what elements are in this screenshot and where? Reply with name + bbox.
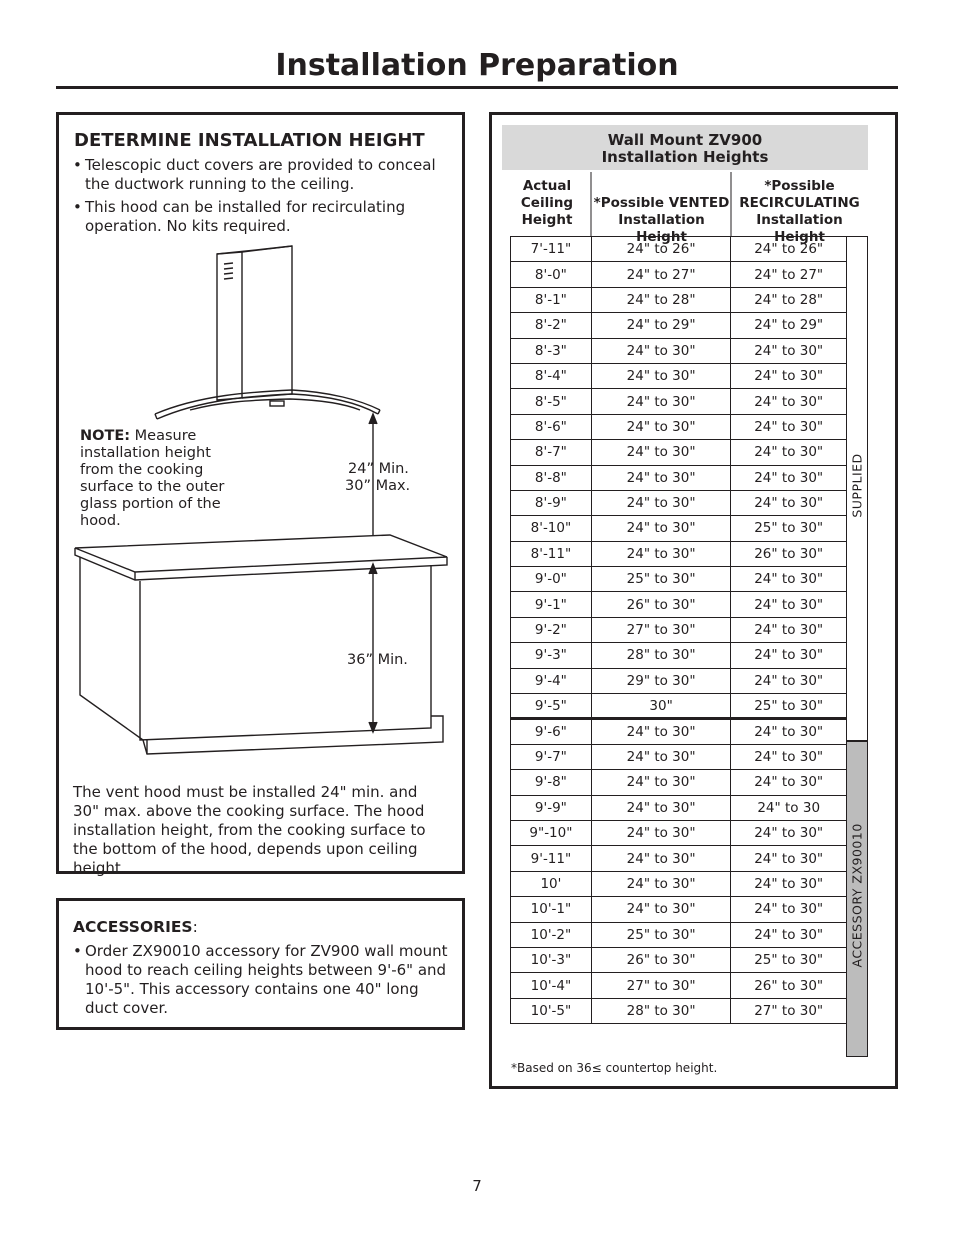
recirculating-height-cell: 24" to 30" [731,567,847,592]
bullet-text: Telescopic duct covers are provided to conceal the ductwork running to the ceiling. [85,156,436,193]
recirculating-height-cell: 24" to 30" [731,922,847,947]
ceiling-height-cell: 9'-0" [511,567,592,592]
recirculating-height-cell: 24" to 30" [731,744,847,769]
vented-height-cell: 28" to 30" [591,643,731,668]
ceiling-height-cell: 10' [511,871,592,896]
ceiling-height-cell: 9"-10" [511,820,592,845]
recirculating-height-cell: 26" to 30" [731,541,847,566]
table-row [511,465,847,490]
table-row [511,262,847,287]
table-row [511,516,847,541]
vented-height-cell: 24" to 26" [591,237,731,262]
ceiling-height-cell: 8'-0" [511,262,592,287]
ceiling-height-cell: 8'-5" [511,389,592,414]
vented-height-cell: 26" to 30" [591,947,731,972]
table-row [511,668,847,693]
table-body [511,237,847,1024]
vented-height-cell: 25" to 30" [591,922,731,947]
table-footnote: *Based on 36≤ countertop height. [511,1061,718,1075]
col-header-line: Height [521,212,573,228]
vented-height-cell: 24" to 29" [591,313,731,338]
vented-height-cell: 24" to 30" [591,744,731,769]
vented-height-cell: 24" to 30" [591,795,731,820]
ceiling-height-cell: 9'-2" [511,617,592,642]
table-row [511,592,847,617]
vented-height-cell: 24" to 30" [591,871,731,896]
table-row [511,287,847,312]
vented-height-cell: 29" to 30" [591,668,731,693]
ceiling-height-cell: 9'-3" [511,643,592,668]
ceiling-height-cell: 10'-4" [511,973,592,998]
ceiling-height-cell: 10'-1" [511,897,592,922]
dimension-label-max: 30” Max. [345,478,411,494]
table-row [511,541,847,566]
ceiling-height-cell: 8'-8" [511,465,592,490]
vented-height-cell: 25" to 30" [591,567,731,592]
recirculating-height-cell: 24" to 30" [731,668,847,693]
ceiling-height-cell: 8'-9" [511,490,592,515]
vented-height-cell: 27" to 30" [591,617,731,642]
table-row [511,846,847,871]
vented-height-cell: 24" to 30" [591,516,731,541]
col-header-line: Actual [522,178,572,194]
table-row [511,567,847,592]
bullet-item: • Telescopic duct covers are provided to conceal the ductwork running to the ceiling. [73,156,436,193]
note-block [80,428,230,530]
col-header-line: Ceiling [520,195,574,211]
vented-height-cell: 28" to 30" [591,998,731,1023]
dimension-label-counter: 36” Min. [347,652,408,668]
table-row [511,947,847,972]
ceiling-height-cell: 8'-4" [511,363,592,388]
recirculating-height-cell: 24" to 30" [731,338,847,363]
recirculating-height-cell: 25" to 30" [731,947,847,972]
table-row [511,897,847,922]
ceiling-height-cell: 8'-1" [511,287,592,312]
recirculating-height-cell: 26" to 30" [731,973,847,998]
title-divider [56,86,898,89]
table-row [511,795,847,820]
recirculating-height-cell: 24" to 30" [731,465,847,490]
ceiling-height-cell: 9'-7" [511,744,592,769]
vented-height-cell: 24" to 30" [591,414,731,439]
vented-height-cell: 24" to 28" [591,287,731,312]
vented-height-cell: 24" to 30" [591,719,731,744]
table-row [511,338,847,363]
table-row [511,389,847,414]
table-row [511,440,847,465]
recirculating-height-cell: 24" to 30" [731,363,847,388]
table-row [511,922,847,947]
installation-height-heading: DETERMINE INSTALLATION HEIGHT [74,130,425,151]
recirculating-height-cell: 24" to 30" [731,490,847,515]
vented-height-cell: 24" to 30" [591,338,731,363]
vented-height-cell: 24" to 30" [591,770,731,795]
recirculating-height-cell: 24" to 29" [731,313,847,338]
table-row [511,770,847,795]
page-number: 7 [472,1177,482,1195]
vented-height-cell: 24" to 30" [591,820,731,845]
installation-height-body: The vent hood must be installed 24" min. and 30" max. above the cooking surface. The hood installation height, from the cooking surface to the bottom of the hood, depends upon ceiling height. [73,783,426,877]
col-header-line: *Possible [764,178,835,194]
ceiling-height-cell: 9'-5" [511,694,592,719]
dimension-label-min: 24” Min. [348,461,409,477]
recirculating-height-cell: 24" to 27" [731,262,847,287]
recirculating-height-cell: 27" to 30" [731,998,847,1023]
recirculating-height-cell: 24" to 26" [731,237,847,262]
ceiling-height-cell: 8'-10" [511,516,592,541]
col-header-line: Installation Height [756,212,843,245]
table-row [511,871,847,896]
table-row [511,643,847,668]
ceiling-height-cell: 10'-2" [511,922,592,947]
table-row [511,998,847,1023]
accessories-heading: ACCESSORIES [73,918,193,936]
table-row [511,237,847,262]
vented-height-cell: 24" to 30" [591,389,731,414]
table-title-line1: Wall Mount ZV900 [607,131,763,149]
ceiling-height-cell: 9'-1" [511,592,592,617]
table-title [502,125,868,170]
table-title-line2: Installation Heights [601,148,769,166]
recirculating-height-cell: 24" to 30" [731,440,847,465]
ceiling-height-cell: 8'-7" [511,440,592,465]
table-row [511,744,847,769]
ceiling-height-cell: 9'-11" [511,846,592,871]
vented-height-cell: 26" to 30" [591,592,731,617]
vented-height-cell: 30" [591,694,731,719]
accessories-heading-row [73,918,198,937]
recirculating-height-cell: 24" to 30" [731,617,847,642]
table-row [511,719,847,744]
table-row [511,490,847,515]
vented-height-cell: 24" to 30" [591,541,731,566]
vented-height-cell: 27" to 30" [591,973,731,998]
ceiling-height-cell: 10'-3" [511,947,592,972]
supplied-label: SUPPLIED [849,453,865,518]
table-row [511,313,847,338]
installation-heights-table [510,236,847,1024]
table-row [511,617,847,642]
vented-height-cell: 24" to 30" [591,490,731,515]
table-row [511,973,847,998]
recirculating-height-cell: 24" to 30 [731,795,847,820]
note-text: Measure installation height from the cooking surface to the outer glass portion of the hood. [80,428,225,529]
ceiling-height-cell: 7'-11" [511,237,592,262]
table-row [511,820,847,845]
accessories-bullet: • Order ZX90010 accessory for ZV900 wall mount hood to reach ceiling heights between 9'-6" and 10'-5". This accessory contains one 40" long duct cover. [73,942,448,1017]
table-row [511,363,847,388]
recirculating-height-cell: 24" to 30" [731,719,847,744]
ceiling-height-cell: 8'-3" [511,338,592,363]
vented-height-cell: 24" to 30" [591,440,731,465]
recirculating-height-cell: 24" to 30" [731,592,847,617]
recirculating-height-cell: 24" to 30" [731,414,847,439]
col-header-ceiling [502,178,592,229]
recirculating-height-cell: 24" to 30" [731,820,847,845]
table-row [511,414,847,439]
recirculating-height-cell: 24" to 28" [731,287,847,312]
vented-height-cell: 24" to 27" [591,262,731,287]
recirculating-height-cell: 24" to 30" [731,770,847,795]
recirculating-height-cell: 24" to 30" [731,871,847,896]
accessories-text: Order ZX90010 accessory for ZV900 wall mount hood to reach ceiling heights between 9'-6" and 10'-5". This accessory contains one 40" long duct cover. [85,942,448,1017]
recirculating-height-cell: 24" to 30" [731,643,847,668]
recirculating-height-cell: 24" to 30" [731,389,847,414]
ceiling-height-cell: 8'-6" [511,414,592,439]
vented-height-cell: 24" to 30" [591,846,731,871]
col-header-line: *Possible VENTED [593,195,730,211]
bullet-text: This hood can be installed for recirculating operation. No kits required. [85,198,406,235]
vented-height-cell: 24" to 30" [591,465,731,490]
accessory-label: ACCESSORY ZX90010 [849,823,865,968]
vented-height-cell: 24" to 30" [591,363,731,388]
table-row [511,694,847,719]
page-title: Installation Preparation [275,48,679,83]
ceiling-height-cell: 8'-11" [511,541,592,566]
ceiling-height-cell: 9'-4" [511,668,592,693]
vented-height-cell: 24" to 30" [591,897,731,922]
ceiling-height-cell: 9'-6" [511,719,592,744]
recirculating-height-cell: 25" to 30" [731,516,847,541]
bullet-item: • This hood can be installed for recirculating operation. No kits required. [73,198,406,235]
recirculating-height-cell: 24" to 30" [731,897,847,922]
ceiling-height-cell: 8'-2" [511,313,592,338]
col-header-line: RECIRCULATING [739,195,860,211]
recirculating-height-cell: 25" to 30" [731,694,847,719]
ceiling-height-cell: 9'-8" [511,770,592,795]
ceiling-height-cell: 10'-5" [511,998,592,1023]
recirculating-height-cell: 24" to 30" [731,846,847,871]
col-header-line: Installation Height [618,212,705,245]
accessories-colon: : [192,918,198,936]
ceiling-height-cell: 9'-9" [511,795,592,820]
note-label: NOTE: [80,428,131,444]
